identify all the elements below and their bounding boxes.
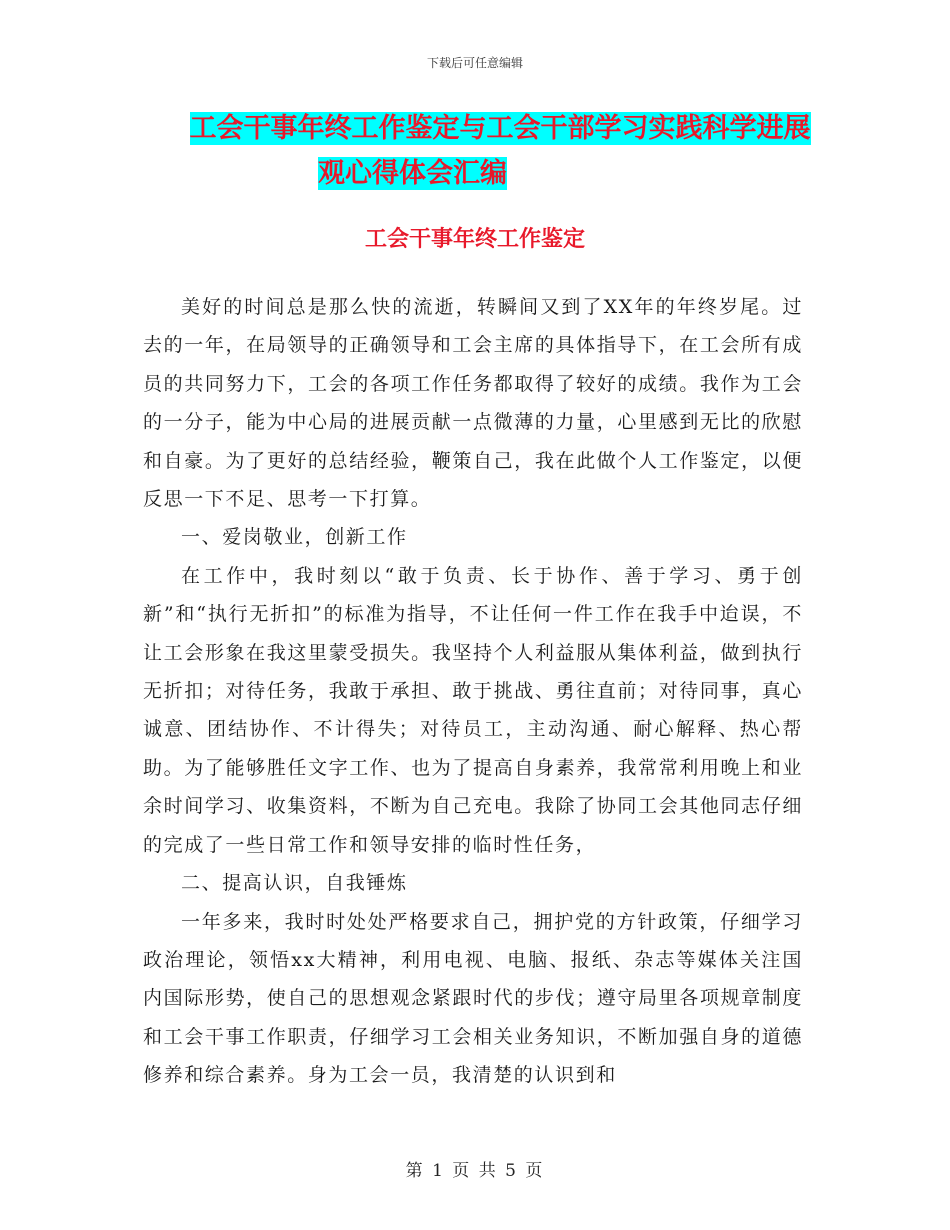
paragraph-intro: 美好的时间总是那么快的流逝，转瞬间又到了XX年的年终岁尾。过去的一年，在局领导的正确领导和工会主席的具体指导下，在工会所有成员的共同努力下，工会的各项工作任务都取得了较好的成绩。我作为工会的一分子，能为中心局的进展贡献一点微薄的力量，心里感到无比的欣慰和自豪。为了更好的总结经验，鞭策自己，我在此做个人工作鉴定，以便反思一下不足、思考一下打算。	[143, 296, 803, 511]
document-title-line-2	[0, 157, 950, 191]
paragraph-study: 一年多来，我时时处处严格要求自己，拥护党的方针政策，仔细学习政治理论，领悟xx大精神，利用电视、电脑、报纸、杂志等媒体关注国内国际形势，使自己的思想观念紧跟时代的步伐；遵守局里各项规章制度和工会干事工作职责，仔细学习工会相关业务知识，不断加强自身的道德修养和综合素养。身为工会一员，我清楚的认识到和	[143, 910, 803, 1087]
document-title-line-1	[0, 112, 950, 146]
page-header-note: 下载后可任意编辑	[426, 56, 523, 70]
document-title-text-2: 观心得体会汇编	[318, 158, 507, 189]
document-body	[143, 288, 803, 1095]
heading-two: 二、提高认识，自我锤炼	[181, 872, 408, 895]
paragraph-work: 在工作中，我时刻以“敢于负责、长于协作、善于学习、勇于创新”和“执行无折扣”的标准为指导，不让任何一件工作在我手中迨误，不让工会形象在我这里蒙受损失。我坚持个人利益服从集体利益，做到执行无折扣；对待任务，我敢于承担、敢于挑战、勇往直前；对待同事，真心诚意、团结协作、不计得失；对待员工，主动沟通、耐心解释、热心帮助。为了能够胜任文字工作、也为了提高自身素养，我常常利用晚上和业余时间学习、收集资料，不断为自己充电。我除了协同工会其他同志仔细的完成了一些日常工作和领导安排的临时性任务，	[143, 564, 803, 856]
document-title-text-1: 工会干事年终工作鉴定与工会干部学习实践科学进展	[189, 113, 811, 144]
page-number-footer: 第 1 页 共 5 页	[405, 1161, 545, 1181]
section-title: 工会干事年终工作鉴定	[364, 226, 585, 252]
heading-one: 一、爱岗敬业，创新工作	[181, 526, 408, 549]
